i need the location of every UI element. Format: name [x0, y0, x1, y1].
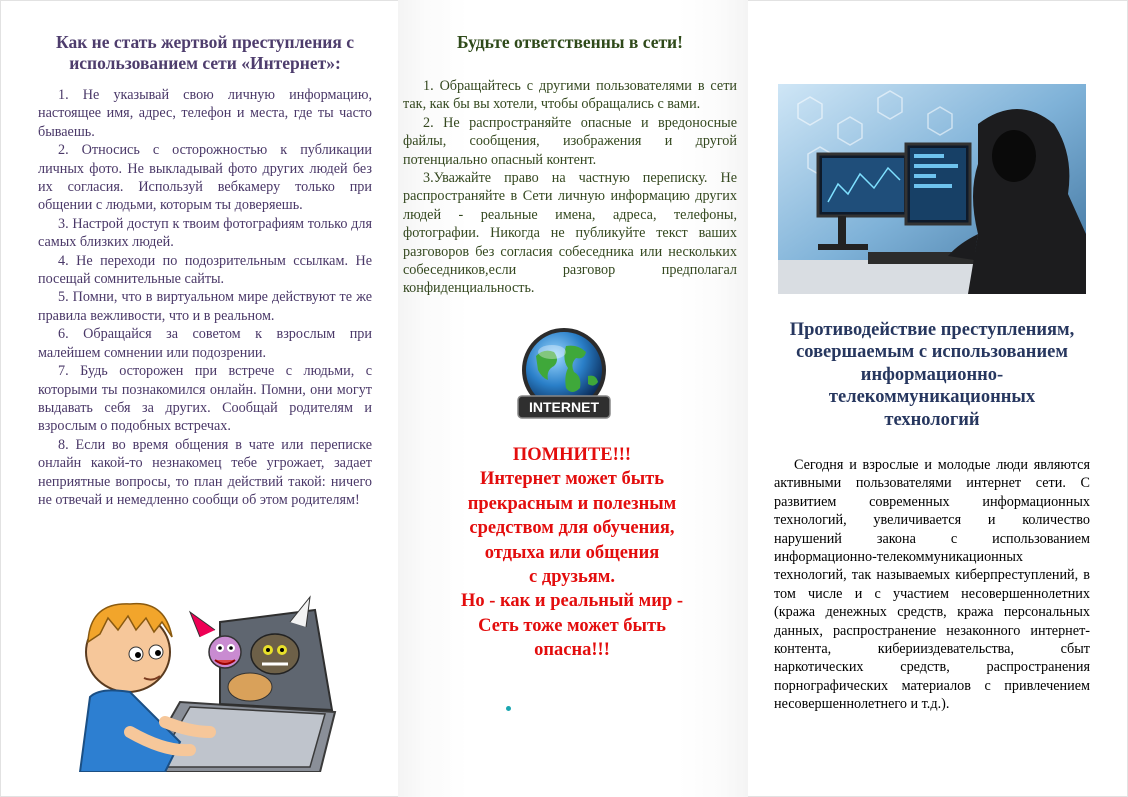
right-column-title [766, 319, 1098, 431]
body-paragraph: Сегодня и взрослые и молодые люди являются активными пользователями интернет сети. С развитием современных информационных технологий, увеличивается и количество нарушений закона с использованием информационно-телекоммуникационных технологий, так называемых киберпреступлений, в том числе и с участием несовершеннолетних (кража денежных средств, кража персональных данных, распространение незаконного интернет-контента, киберииздевательства, сбыт наркотических средств, распространения порнографических материалов с привлечением несовершеннолетнего и т.д.). [774, 457, 1090, 713]
list-item: 1. Обращайтесь с другими пользователями в сети так, как бы вы хотели, чтобы обращались с вами. [403, 78, 737, 113]
list-item: 3. Настрой доступ к твоим фотографиям только для самых близких людей. [38, 215, 372, 251]
title-line: Противодействие преступлениям, [789, 320, 1075, 340]
warning-line: ПОМНИТЕ!!! [512, 445, 632, 465]
warning-line: Сеть тоже может быть [478, 615, 666, 636]
warning-line: Интернет может быть [479, 469, 665, 490]
internet-globe-icon [514, 326, 614, 430]
list-item: 2. Не распространяйте опасные и вредоносные файлы, сообщения, изображения и другой потенциально опасный контент. [403, 114, 737, 168]
left-column [38, 32, 372, 509]
middle-column [403, 32, 737, 298]
title-line: информационно- [860, 364, 1004, 385]
left-column-title: Как не стать жертвой преступления с использованием сети «Интернет»: [56, 32, 354, 73]
warning-line: средством для обучения, [469, 518, 675, 539]
warning-line: прекрасным и полезным [467, 493, 677, 514]
decorative-dot [506, 706, 511, 711]
list-item: 7. Будь осторожен при встрече с людьми, с которыми ты познакомился онлайн. Помни, они могут выдавать себя за других. Сообщай родителям и взрослым о подобных встречах. [38, 363, 372, 435]
title-line: совершаемым с использованием [796, 342, 1068, 363]
list-item: 2. Относись с осторожностью к публикации личных фото. Не выкладывай фото других людей без их согласия. Используй вебкамеру только при общении с людьми, которым ты доверяешь. [38, 142, 372, 214]
warning-line: отдыха или общения [484, 542, 660, 563]
list-item: 6. Обращайся за советом к взрослым при малейшем сомнении или подозрении. [38, 326, 372, 361]
list-item: 3.Уважайте право на частную переписку. Не распространяйте в Сети личную информацию других людей - реальные имена, адреса, телефоны, фотографии. Никогда не публикуйте текст ваших разговоров без согласия собеседника или нескольких собеседников,если разговор предполагал конфиденциальность. [403, 170, 737, 297]
globe-label: INTERNET [529, 399, 599, 415]
title-line: телекоммуникационных [828, 387, 1036, 408]
warning-line: опасна!!! [534, 640, 610, 661]
middle-column-title: Будьте ответственны в сети! [457, 32, 683, 52]
right-column-body [774, 456, 1090, 714]
list-item: 5. Помни, что в виртуальном мире действуют те же правила вежливости, что и в реальном. [38, 289, 372, 324]
warning-line: с друзьям. [529, 567, 615, 588]
list-item: 4. Не переходи по подозрительным ссылкам. Не посещай сомнительные сайты. [38, 252, 372, 288]
warning-line: Но - как и реальный мир - [460, 591, 684, 612]
kid-with-laptop-illustration [70, 582, 340, 772]
hacker-at-computers-photo [778, 84, 1086, 294]
warning-message [412, 443, 732, 663]
list-item: 8. Если во время общения в чате или переписке онлайн какой-то незнакомец тебе угрожает, задает неприятные вопросы, то план действий такой: ничего не отвечай и немедленно сообщи об этом родителям! [38, 436, 372, 508]
list-item: 1. Не указывай свою личную информацию, настоящее имя, адрес, телефон и места, где ты часто бываешь. [38, 87, 372, 140]
title-line: технологий [884, 409, 980, 430]
